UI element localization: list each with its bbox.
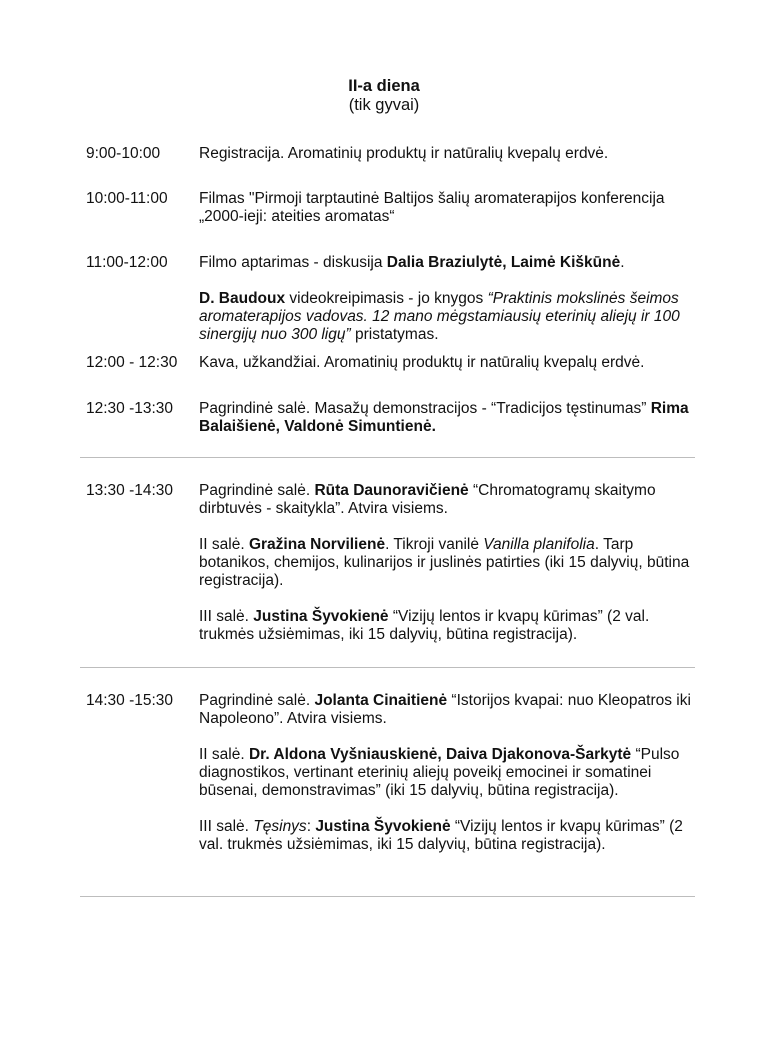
section-divider <box>80 457 695 458</box>
session-text: III salė. <box>199 818 254 835</box>
session-paragraph <box>199 290 696 344</box>
session-text: Pagrindinė salė. <box>199 482 315 499</box>
speaker-name: Justina Šyvokienė <box>253 608 389 625</box>
session-paragraph <box>199 692 696 728</box>
time-slot: 13:30 -14:30 <box>86 482 174 499</box>
emphasis-text: “Praktinis mokslinės šeimos aromaterapijos vadovas. 12 mano mėgstamiausių eterinių aliejų ir 100 sinergijų nuo 300 ligų” <box>199 290 680 343</box>
session-text: Pagrindinė salė. <box>199 692 315 709</box>
speaker-name: Rūta Daunoravičienė <box>314 482 469 499</box>
speaker-name: Jolanta Cinaitienė <box>314 692 448 709</box>
session-text: III salė. <box>199 608 254 625</box>
session-text: pristatymas. <box>350 326 439 343</box>
speaker-name: Justina Šyvokienė <box>315 818 451 835</box>
time-slot: 14:30 -15:30 <box>86 692 174 709</box>
session-text: II salė. <box>199 746 249 763</box>
session-description <box>199 254 696 344</box>
session-paragraph <box>199 746 696 800</box>
session-text: “Chromatogramų skaitymo dirbtuvės - skaitykla”. Atvira visiems. <box>199 482 656 517</box>
session-paragraph <box>199 482 696 518</box>
session-text: Pagrindinė salė. Masažų demonstracijos - “Tradicijos tęstinumas” <box>199 400 651 417</box>
speaker-name: Dalia Braziulytė, Laimė Kiškūnė <box>386 254 621 271</box>
section-divider <box>80 896 695 897</box>
speaker-name: Dr. Aldona Vyšniauskienė, Daiva Djakonova-Šarkytė <box>248 746 632 763</box>
time-slot: 12:30 -13:30 <box>86 400 174 417</box>
session-paragraph <box>199 354 696 372</box>
session-description <box>199 482 696 644</box>
session-text: “Vizijų lentos ir kvapų kūrimas” (2 val. trukmės užsiėmimas, iki 15 dalyvių, būtina registracija). <box>199 818 683 853</box>
emphasis-text: Tęsinys <box>253 818 307 835</box>
emphasis-text: Vanilla planifolia <box>483 536 595 553</box>
session-text: Filmas "Pirmoji tarptautinė Baltijos šalių aromaterapijos konferencija „2000-ieji: ateities aromatas“ <box>199 190 665 225</box>
page-title: II-a diena <box>348 77 420 95</box>
session-text: . Tikroji vanilė <box>385 536 484 553</box>
session-paragraph <box>199 190 696 226</box>
time-slot: 10:00-11:00 <box>86 190 168 207</box>
session-text: “Istorijos kvapai: nuo Kleopatros iki Napoleono”. Atvira visiems. <box>199 692 691 727</box>
session-paragraph <box>199 608 696 644</box>
session-text: videokreipimasis - jo knygos <box>285 290 488 307</box>
session-paragraph <box>199 254 696 272</box>
session-text: “Pulso diagnostikos, vertinant eterinių aliejų poveikį emocinei ir somatinei būsenai, demonstravimas” (iki 15 dalyvių, būtina registracija). <box>199 746 680 799</box>
session-description <box>199 145 696 163</box>
time-slot: 11:00-12:00 <box>86 254 168 271</box>
session-text: Registracija. Aromatinių produktų ir natūralių kvepalų erdvė. <box>199 145 609 162</box>
session-text: “Vizijų lentos ir kvapų kūrimas” (2 val. trukmės užsiėmimas, iki 15 dalyvių, būtina registracija). <box>199 608 650 643</box>
session-description <box>199 354 696 372</box>
session-text: : <box>306 818 316 835</box>
time-slot: 12:00 - 12:30 <box>86 354 178 371</box>
session-text: Filmo aptarimas - diskusija <box>199 254 387 271</box>
page-subtitle: (tik gyvai) <box>348 96 420 114</box>
session-text: II salė. <box>199 536 249 553</box>
speaker-name: Rima Balaišienė, Valdonė Simuntienė. <box>199 400 689 435</box>
session-text: Kava, užkandžiai. Aromatinių produktų ir natūralių kvepalų erdvė. <box>199 354 645 371</box>
time-slot: 9:00-10:00 <box>86 145 161 162</box>
speaker-name: Gražina Norvilienė <box>248 536 386 553</box>
session-text: . <box>620 254 625 271</box>
session-paragraph <box>199 145 696 163</box>
session-paragraph <box>199 400 696 436</box>
section-divider <box>80 667 695 668</box>
session-description <box>199 190 696 226</box>
session-paragraph <box>199 818 696 854</box>
session-paragraph <box>199 536 696 590</box>
session-text: . Tarp botanikos, chemijos, kulinarijos ir juslinės patirties (iki 15 dalyvių, būtina registracija). <box>199 536 690 589</box>
session-description <box>199 400 696 436</box>
session-description <box>199 692 696 854</box>
speaker-name: D. Baudoux <box>199 290 286 307</box>
